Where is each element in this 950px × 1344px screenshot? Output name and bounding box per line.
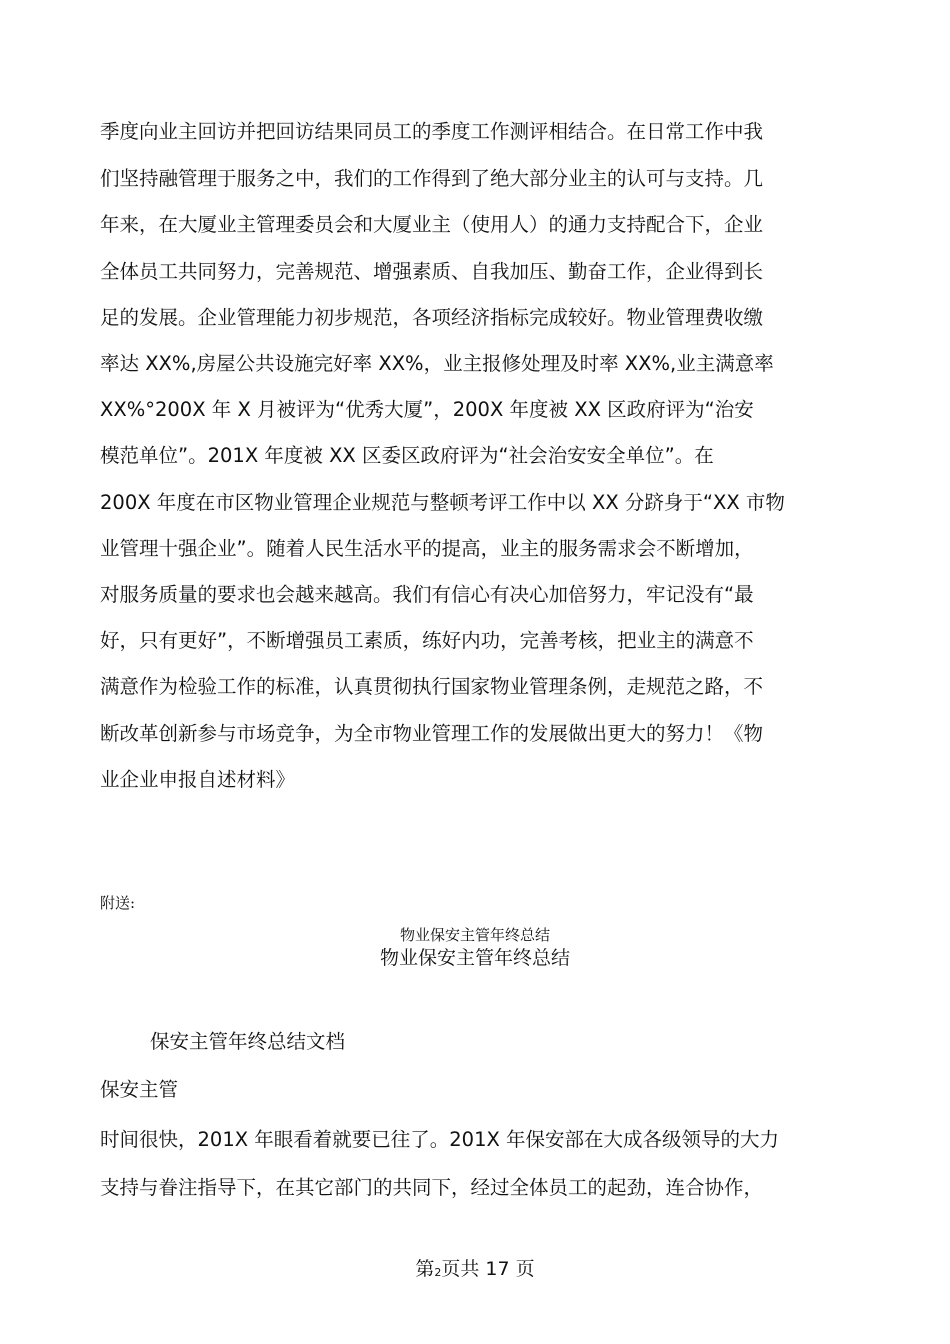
body-line: 足的发展。企业管理能力初步规范，各项经济指标完成较好。物业管理费收缴: [100, 306, 764, 329]
footer-prefix: 第: [415, 1258, 435, 1280]
body-line: 年来，在大厦业主管理委员会和大厦业主（使用人）的通力支持配合下，企业: [100, 213, 764, 236]
page-footer: [0, 1256, 950, 1286]
body-line: 们坚持融管理于服务之中，我们的工作得到了绝大部分业主的认可与支持。几: [100, 167, 764, 190]
body-line: 好，只有更好”，不断增强员工素质，练好内功，完善考核，把业主的满意不: [100, 629, 754, 652]
body-line: 率达 XX%,房屋公共设施完好率 XX%，业主报修处理及时率 XX%,业主满意率: [100, 352, 774, 375]
body-line: 模范单位”。201X 年度被 XX 区委区政府评为“社会治安安全单位”。在: [100, 444, 714, 467]
section-line: 支持与眷注指导下，在其它部门的共同下，经过全体员工的起劲，连合协作，: [100, 1176, 764, 1199]
body-line: 业管理十强企业”。随着人民生活水平的提高，业主的服务需求会不断增加，: [100, 537, 754, 560]
page-number: 2: [434, 1266, 442, 1279]
body-line: 200X 年度在市区物业管理企业规范与整顿考评工作中以 XX 分跻身于“XX 市物: [100, 491, 785, 514]
body-line: XX%°200X 年 X 月被评为“优秀大厦”，200X 年度被 XX 区政府评为“治安: [100, 398, 754, 421]
body-line: 对服务质量的要求也会越来越高。我们有信心有决心加倍努力，牢记没有“最: [100, 583, 754, 606]
total-pages: 17: [485, 1258, 510, 1280]
body-line: 季度向业主回访并把回访结果同员工的季度工作测评相结合。在日常工作中我: [100, 120, 764, 143]
footer-suffix: 页: [515, 1258, 535, 1280]
appendix-title: 物业保安主管年终总结: [379, 947, 570, 969]
section-line: 时间很快，201X 年眼看着就要已往了。201X 年保安部在大成各级领导的大力: [100, 1128, 780, 1151]
appendix-label: 附送:: [100, 894, 136, 912]
footer-middle: 页共: [441, 1258, 480, 1280]
body-line: 业企业申报自述材料》: [100, 768, 296, 791]
body-line: 断改革创新参与市场竞争，为全市物业管理工作的发展做出更大的努力！《物: [100, 722, 764, 745]
section-label: 保安主管: [100, 1078, 179, 1101]
appendix-title-small: 物业保安主管年终总结: [399, 926, 550, 944]
body-line: 全体员工共同努力，完善规范、增强素质、自我加压、勤奋工作，企业得到长: [100, 260, 764, 283]
doc-subtitle: 保安主管年终总结文档: [150, 1030, 346, 1053]
body-line: 满意作为检验工作的标准，认真贯彻执行国家物业管理条例，走规范之路，不: [100, 675, 764, 698]
